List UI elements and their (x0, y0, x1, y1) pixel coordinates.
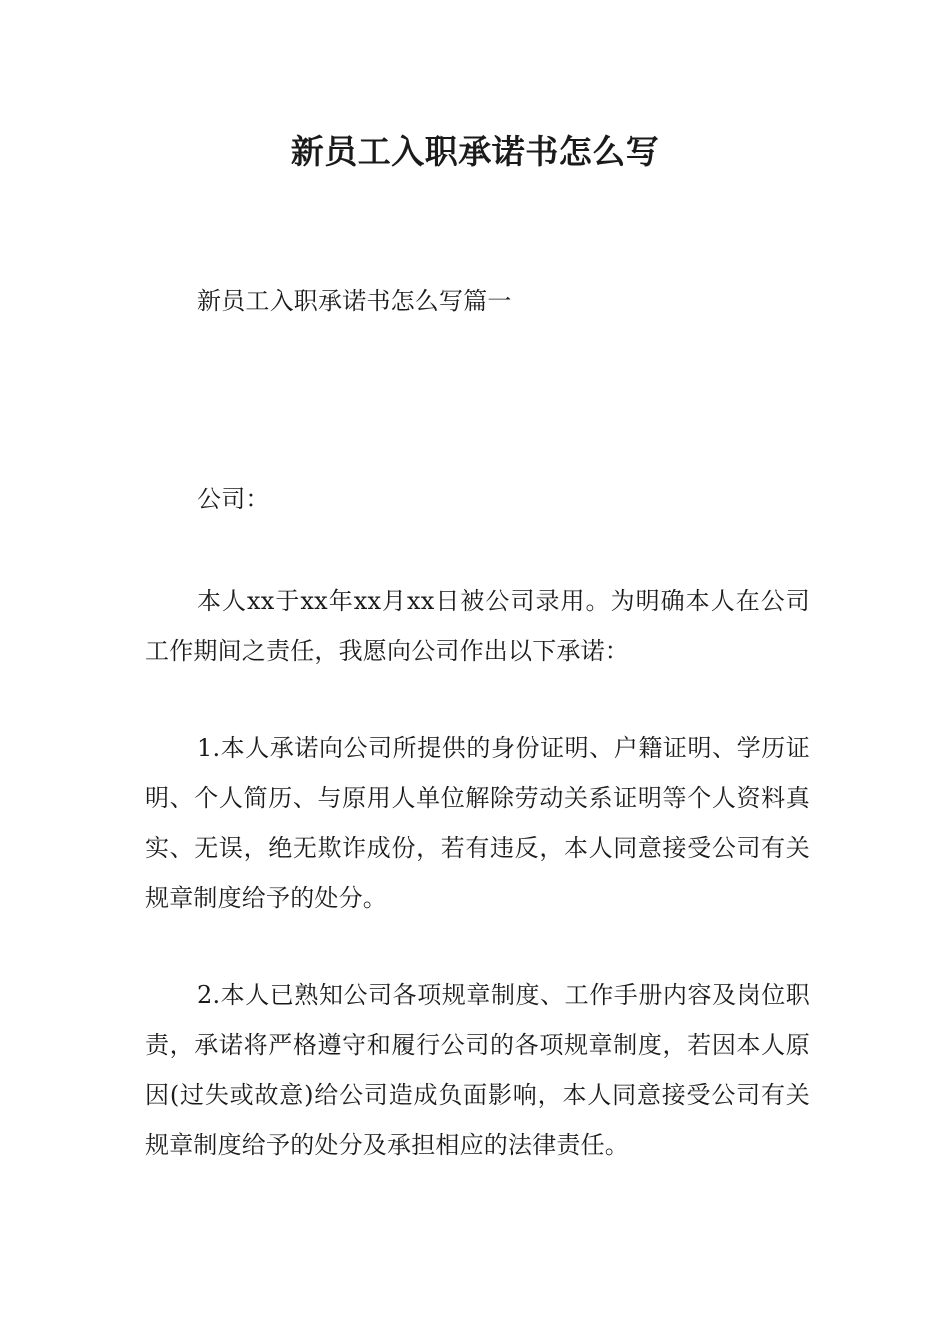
document-title: 新员工入职承诺书怎么写 (290, 132, 660, 171)
salutation: 公司： (197, 485, 270, 513)
paragraph-commitment-1: 1.本人承诺向公司所提供的身份证明、户籍证明、学历证明、个人简历、与原用人单位解除劳动关系证明等个人资料真实、无误，绝无欺诈成份，若有违反，本人同意接受公司有关规章制度给予的处分。 (145, 734, 810, 912)
paragraph-intro: 本人xx于xx年xx月xx日被公司录用。为明确本人在公司工作期间之责任，我愿向公司作出以下承诺： (145, 587, 810, 665)
section-heading: 新员工入职承诺书怎么写篇一 (197, 287, 512, 315)
paragraph-commitment-2: 2.本人已熟知公司各项规章制度、工作手册内容及岗位职责，承诺将严格遵守和履行公司的各项规章制度，若因本人原因(过失或故意)给公司造成负面影响，本人同意接受公司有关规章制度给予的处分及承担相应的法律责任。 (145, 981, 810, 1159)
